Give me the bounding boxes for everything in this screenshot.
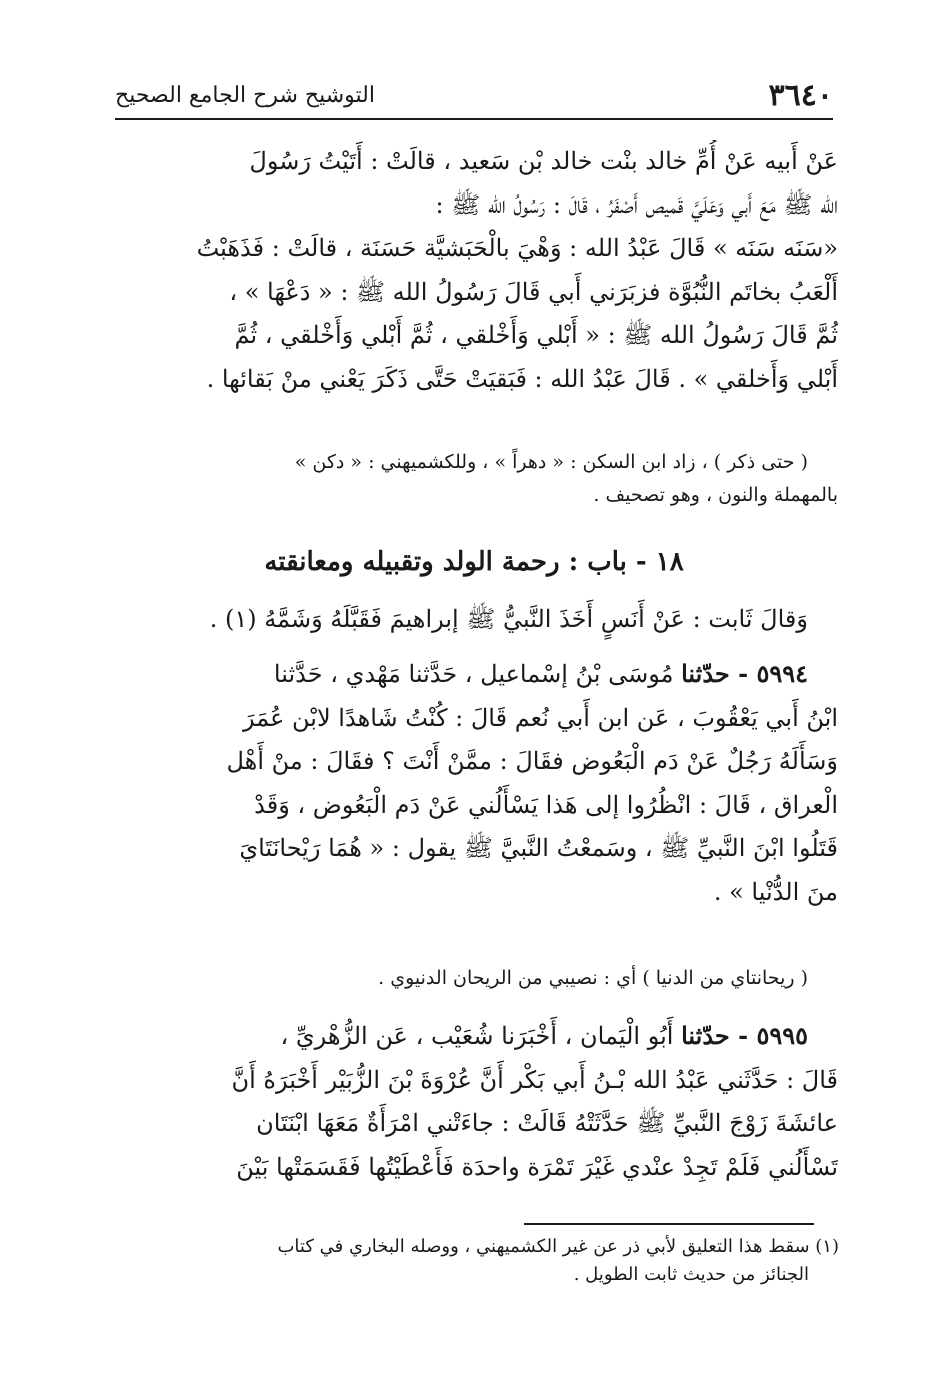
hadith-text-block — [110, 140, 838, 401]
text-line: قَالَ : حَدَّثَني عَبْدُ الله بْـنُ أَبي بَكْر أَنَّ عُرْوَةَ بْنَ الزُّبَيْر أَخْبَرَهُ أَنَّ — [231, 1065, 838, 1094]
text-line: ٥٩٩٥ - حدّثنا أَبُو الْيَمان ، أَخْبَرَنا شُعَيْب ، عَن الزُّهْريِّ ، — [280, 1021, 808, 1050]
text-line: الْعراق ، قَالَ : انْظُرُوا إلى هَذا يَسْأَلُني عَنْ دَم الْبَعُوض ، وَقَدْ — [254, 790, 838, 819]
text-line: (١) سقط هذا التعليق لأبي ذر عن غير الكشميهني ، ووصله البخاري في كتاب — [277, 1236, 839, 1257]
text-line: ( ريحانتاي من الدنيا ) أي : نصيبي من الريحان الدنيوي . — [378, 967, 808, 989]
commentary-note — [110, 962, 838, 995]
text-line: وَقالَ ثَابت : عَنْ أَنَسٍ أَخَذَ النَّبيُّ ﷺ إبراهيمَ فَقَبَّلَهُ وَشَمَّهُ (١) . — [209, 605, 808, 633]
text-line: الجنائز من حديث ثابت الطويل . — [573, 1264, 809, 1285]
text-line: منَ الدُّنْيا » . — [713, 877, 838, 906]
text-line: ثُمَّ قَالَ رَسُولُ الله ﷺ : « أَبْلي وَأَخْلقي ، ثُمَّ أَبْلي وَأَخْلقي ، ثُمَّ — [234, 321, 838, 349]
text-line: قَتَلُوا ابْنَ النَّبيِّ ﷺ ، وسَمعْتُ النَّبيَّ ﷺ يقول : « هُمَا رَيْحانَتَايَ — [239, 834, 838, 862]
hadith-5994-block — [110, 652, 838, 914]
running-title: التوشيح شرح الجامع الصحيح — [115, 83, 375, 108]
page-number: ٣٦٤٠ — [768, 78, 833, 113]
text-line: ٥٩٩٤ - حدّثنا مُوسَى بْنُ إسْماعيل ، حَدَّثنا مَهْدي ، حَدَّثنا — [273, 659, 808, 688]
footnote-divider — [524, 1223, 814, 1225]
text-line: أَلْعَبُ بخاتَم النُّبُوَّة فزبَرَني أَبي قَالَ رَسُولُ الله ﷺ : « دَعْهَا » ، — [229, 277, 838, 306]
footnote — [113, 1233, 839, 1289]
chapter-heading: ١٨ - باب : رحمة الولد وتقبيله ومعانقته — [264, 547, 684, 577]
commentary-note — [110, 446, 838, 512]
text-line: عائشَةَ زَوْجَ النَّبيِّ ﷺ حَدَّثَتْهُ قَالَتْ : جاءَتْني امْرَأَةٌ مَعَهَا ابْنَتَان — [256, 1109, 838, 1137]
text-line: تَسْأَلُني فَلَمْ تَجِدْ عنْدي غَيْرَ تَمْرَة واحدَة فَأَعْطَيْتُها فَقَسَمَتْها بَيْنَ — [236, 1152, 838, 1181]
text-line: ( حتى ذكر ) ، زاد ابن السكن : « دهراً » ، وللكشميهني : « دكن » — [294, 451, 808, 473]
text-line: «سَنَه سَنَه » قَالَ عَبْدُ الله : وَهْيَ بالْحَبَشيَّة حَسَنَة ، قالَتْ : فَذَهَبْتُ — [196, 234, 838, 262]
text-line: وَسَأَلَهُ رَجُلٌ عَنْ دَم الْبَعُوض فقَالَ : ممَّنْ أَنْتَ ؟ فقَالَ : منْ أَهْل — [226, 747, 838, 775]
text-line: ابْنُ أَبي يَعْقُوبَ ، عَن ابن أَبي نُعم قَالَ : كُنْتُ شَاهدًا لابْن عُمَرَ — [242, 703, 838, 732]
text-line: أَبْلي وَأَخلقي » . قَالَ عَبْدُ الله : فَبَقيَتْ حَتَّى ذَكَرَ يَعْني منْ بَقائها . — [206, 364, 838, 393]
page-header — [115, 78, 833, 120]
hadith-5995-block — [110, 1014, 838, 1189]
text-line: الله ﷺ مَعَ أَبي وَعَلَيَّ قَميص أَصْفَرُ ، قَالَ : رَسُولُ الله ﷺ : — [435, 190, 838, 219]
text-line: عَنْ أَبيه عَنْ أُمِّ خالد بنْت خالد بْن سَعيد ، قالَتْ : أَتَيْتُ رَسُولَ — [249, 147, 838, 175]
mualaq-text — [110, 598, 838, 642]
text-line: بالمهملة والنون ، وهو تصحيف . — [593, 484, 838, 506]
